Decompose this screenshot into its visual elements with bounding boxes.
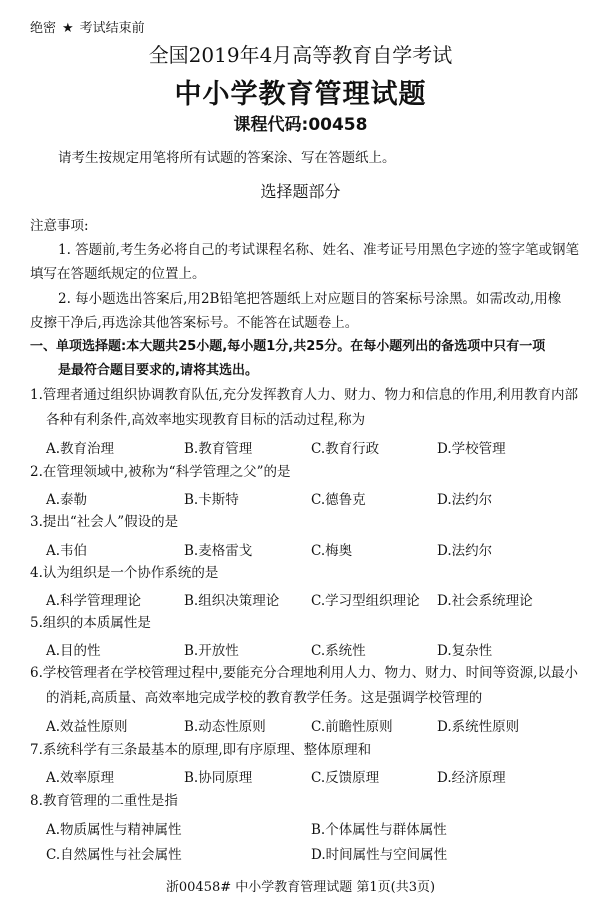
q5-option-a: A.目的性 bbox=[46, 643, 101, 659]
q6-option-c: C.前瞻性原则 bbox=[311, 719, 393, 735]
course-code: 课程代码:00458 bbox=[233, 115, 368, 135]
section-title: 选择题部分 bbox=[260, 182, 341, 201]
q7-option-c: C.反馈原理 bbox=[311, 770, 380, 786]
q6-option-d: D.系统性原则 bbox=[437, 719, 520, 735]
question-6-stem: 6.学校管理者在学校管理过程中,要能充分合理地利用人力、物力、财力、时间等资源,以最小 bbox=[30, 665, 578, 681]
part1-line2: 是最符合题目要求的,请将其选出。 bbox=[58, 363, 258, 378]
q2-option-d: D.法约尔 bbox=[437, 492, 493, 508]
question-7-stem: 7.系统科学有三条最基本的原理,即有序原理、整体原理和 bbox=[30, 742, 372, 758]
q8-option-b: B.个体属性与群体属性 bbox=[311, 822, 447, 838]
q3-option-c: C.梅奥 bbox=[311, 543, 353, 559]
part1-line1: 一、单项选择题:本大题共25小题,每小题1分,共25分。在每小题列出的备选项中只有一项 bbox=[30, 339, 546, 354]
q5-option-d: D.复杂性 bbox=[437, 643, 493, 659]
star-icon: ★ bbox=[62, 21, 74, 36]
q4-option-c: C.学习型组织理论 bbox=[311, 593, 420, 609]
question-5-stem: 5.组织的本质属性是 bbox=[30, 615, 151, 631]
notes-heading: 注意事项: bbox=[30, 218, 89, 234]
secret-note: 考试结束前 bbox=[79, 21, 145, 36]
q2-option-b: B.卡斯特 bbox=[184, 492, 239, 508]
q6-option-b: B.动态性原则 bbox=[184, 719, 266, 735]
q1-option-a: A.教育治理 bbox=[46, 441, 115, 457]
note1-line1: 1. 答题前,考生务必将自己的考试课程名称、姓名、准考证号用黑色字迹的签字笔或钢笔 bbox=[58, 242, 579, 258]
note1-line2: 填写在答题纸规定的位置上。 bbox=[30, 266, 206, 282]
q8-option-d: D.时间属性与空间属性 bbox=[311, 847, 448, 863]
question-2-stem: 2.在管理领域中,被称为“科学管理之父”的是 bbox=[30, 464, 291, 480]
note2-line2: 皮擦干净后,再选涂其他答案标号。不能答在试题卷上。 bbox=[30, 315, 359, 331]
question-1-stem: 1.管理者通过组织协调教育队伍,充分发挥教育人力、财力、物力和信息的作用,利用教育内部 bbox=[30, 387, 578, 403]
q1-option-d: D.学校管理 bbox=[437, 441, 506, 457]
question-4-stem: 4.认为组织是一个协作系统的是 bbox=[30, 565, 219, 581]
instruction: 请考生按规定用笔将所有试题的答案涂、写在答题纸上。 bbox=[58, 150, 396, 166]
q7-option-b: B.协同原理 bbox=[184, 770, 253, 786]
q8-option-a: A.物质属性与精神属性 bbox=[46, 822, 182, 838]
secret-label: 绝密 bbox=[30, 21, 57, 36]
q6-option-a: A.效益性原则 bbox=[46, 719, 128, 735]
question-6-stem-cont: 的消耗,高质量、高效率地完成学校的教育教学任务。这是强调学校管理的 bbox=[46, 690, 483, 706]
secret-marker bbox=[30, 17, 145, 36]
exam-title: 全国2019年4月高等教育自学考试 bbox=[148, 43, 453, 67]
q8-option-c: C.自然属性与社会属性 bbox=[46, 847, 182, 863]
q4-option-b: B.组织决策理论 bbox=[184, 593, 280, 609]
q4-option-a: A.科学管理理论 bbox=[46, 593, 142, 609]
q1-option-b: B.教育管理 bbox=[184, 441, 253, 457]
q3-option-a: A.韦伯 bbox=[46, 543, 88, 559]
q1-option-c: C.教育行政 bbox=[311, 441, 380, 457]
q3-option-d: D.法约尔 bbox=[437, 543, 493, 559]
q5-option-c: C.系统性 bbox=[311, 643, 366, 659]
page-footer: 浙00458# 中小学教育管理试题 第1页(共3页) bbox=[165, 880, 436, 895]
note2-line1: 2. 每小题选出答案后,用2B铅笔把答题纸上对应题目的答案标号涂黑。如需改动,用橡 bbox=[58, 291, 562, 307]
q2-option-c: C.德鲁克 bbox=[311, 492, 366, 508]
q2-option-a: A.泰勒 bbox=[46, 492, 88, 508]
q7-option-a: A.效率原理 bbox=[46, 770, 115, 786]
question-3-stem: 3.提出“社会人”假设的是 bbox=[30, 514, 179, 530]
question-1-stem-cont: 各种有利条件,高效率地实现教育目标的活动过程,称为 bbox=[46, 412, 366, 428]
q4-option-d: D.社会系统理论 bbox=[437, 593, 533, 609]
paper-title: 中小学教育管理试题 bbox=[174, 79, 427, 110]
question-8-stem: 8.教育管理的二重性是指 bbox=[30, 793, 178, 809]
q3-option-b: B.麦格雷戈 bbox=[184, 543, 253, 559]
q7-option-d: D.经济原理 bbox=[437, 770, 506, 786]
q5-option-b: B.开放性 bbox=[184, 643, 239, 659]
